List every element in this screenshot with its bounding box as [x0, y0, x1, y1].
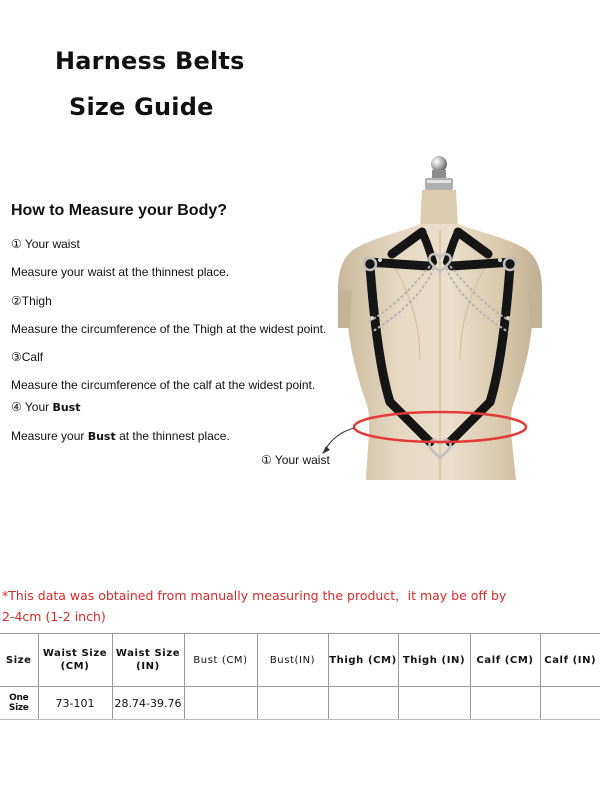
cell-waist-in: 28.74-39.76 [112, 687, 184, 720]
size-table [0, 633, 600, 720]
step-waist-description: Measure your waist at the thinnest place. [11, 265, 230, 279]
photo-caption-waist: ① Your waist [261, 453, 330, 467]
size-table-header [0, 634, 600, 687]
note-line2: 2-4cm (1-2 inch) [2, 609, 106, 624]
step-thigh-label: ②Thigh [11, 294, 52, 308]
mannequin-neck [420, 190, 458, 228]
cell-thigh-cm [328, 687, 398, 720]
step-bust-description: Measure your Bust at the thinnest place. [11, 429, 230, 443]
mannequin-knob [431, 156, 447, 172]
step-calf-description: Measure the circumference of the calf at the widest point. [11, 378, 316, 392]
cell-waist-cm: 73-101 [38, 687, 112, 720]
measurement-note [0, 585, 600, 627]
guide-title-line1: Harness Belts [55, 47, 245, 75]
cell-bust-in [257, 687, 328, 720]
step-bust-label: ④ Your Bust [11, 400, 81, 414]
step-calf-label: ③Calf [11, 350, 44, 364]
cell-bust-cm [184, 687, 257, 720]
header-calf-in: Calf (IN) [540, 634, 600, 687]
header-waist-cm: Waist Size (CM) [38, 634, 112, 687]
header-thigh-cm: Thigh (CM) [328, 634, 398, 687]
header-waist-in: Waist Size (IN) [112, 634, 184, 687]
header-thigh-in: Thigh (IN) [398, 634, 470, 687]
cell-size: One Size [0, 687, 38, 720]
mannequin-harness-photo [330, 150, 550, 480]
header-calf-cm: Calf (CM) [470, 634, 540, 687]
cell-calf-in [540, 687, 600, 720]
guide-title-line2: Size Guide [69, 93, 214, 121]
header-bust-cm: Bust (CM) [184, 634, 257, 687]
measure-heading: How to Measure your Body? [11, 202, 228, 219]
table-row [0, 687, 600, 720]
step-thigh-description: Measure the circumference of the Thigh at the widest point. [11, 322, 327, 336]
header-bust-in: Bust(IN) [257, 634, 328, 687]
cell-calf-cm [470, 687, 540, 720]
note-line1: *This data was obtained from manually measuring the product，it may be off by [2, 588, 507, 603]
header-size: Size [0, 634, 38, 687]
step-waist-label: ① Your waist [11, 237, 80, 251]
cell-thigh-in [398, 687, 470, 720]
